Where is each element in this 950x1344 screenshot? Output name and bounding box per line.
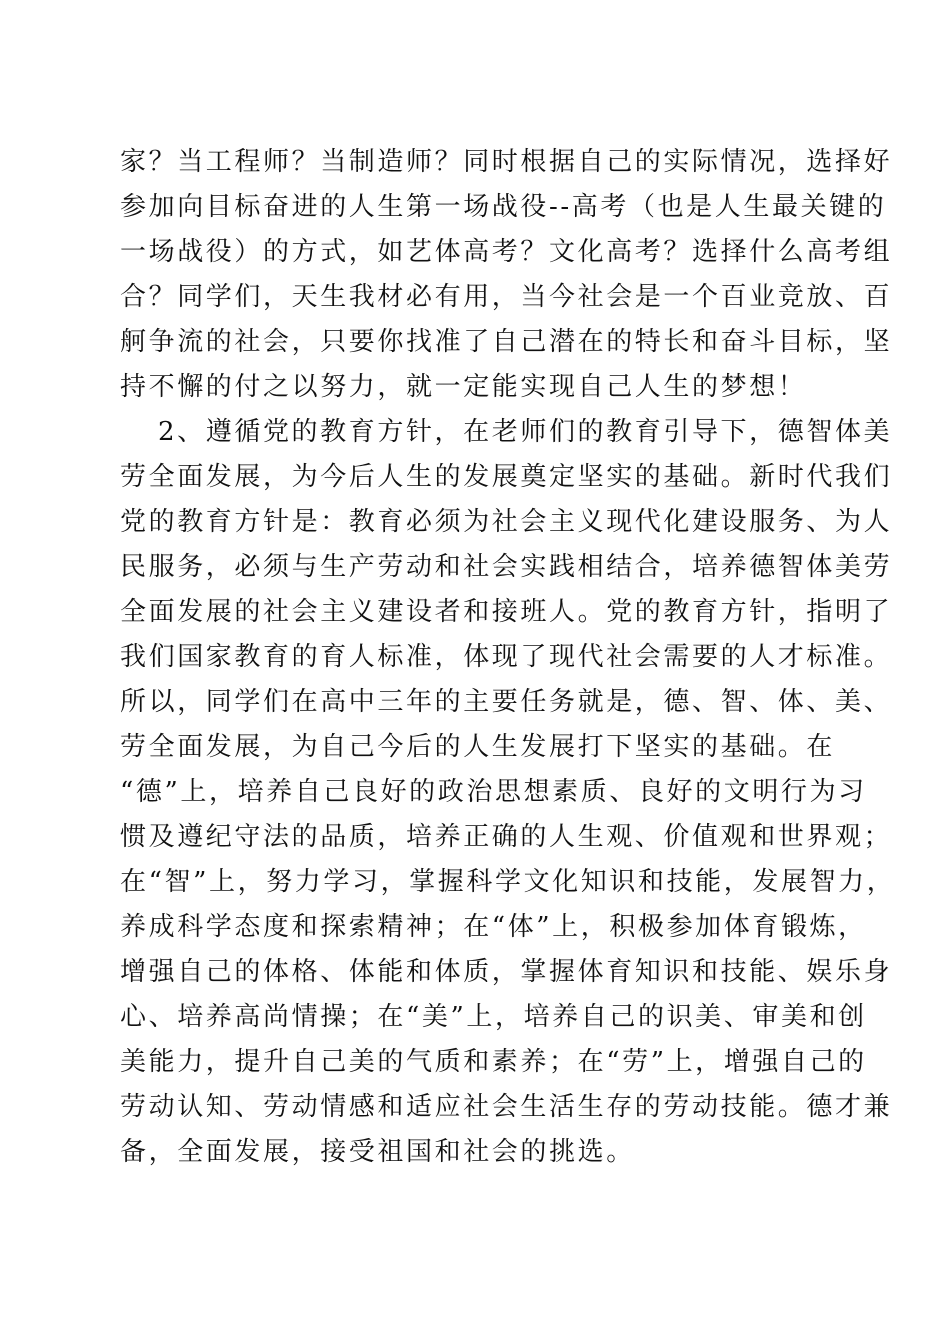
text-line: 在“智”上，努力学习，掌握科学文化知识和技能，发展智力，	[120, 867, 896, 897]
text-line: 劳全面发展，为自己今后的人生发展打下坚实的基础。在	[120, 732, 836, 762]
text-line: 美能力，提升自己美的气质和素养；在“劳”上，增强自己的	[120, 1047, 867, 1077]
text-line: 一场战役）的方式，如艺体高考？文化高考？选择什么高考组	[120, 237, 893, 267]
text-line: 参加向目标奋进的人生第一场战役--高考（也是人生最关键的	[120, 192, 887, 222]
text-line: 党的教育方针是：教育必须为社会主义现代化建设服务、为人	[120, 507, 893, 537]
body-text	[120, 140, 896, 1175]
text-line: 备，全面发展，接受祖国和社会的挑选。	[120, 1137, 635, 1167]
paragraph-1	[120, 140, 893, 410]
text-line: 2、遵循党的教育方针，在老师们的教育引导下，德智体美	[158, 417, 893, 447]
text-line: 惯及遵纪守法的品质，培养正确的人生观、价值观和世界观；	[120, 822, 893, 852]
paragraph-2	[120, 410, 896, 1175]
text-line: 家？当工程师？当制造师？同时根据自己的实际情况，选择好	[120, 147, 893, 177]
text-line: 我们国家教育的育人标准，体现了现代社会需要的人才标准。	[120, 642, 893, 672]
text-line: 所以，同学们在高中三年的主要任务就是，德、智、体、美、	[120, 687, 893, 717]
text-line: 合？同学们，天生我材必有用，当今社会是一个百业竞放、百	[120, 282, 893, 312]
text-line: 心、培养高尚情操；在“美”上，培养自己的识美、审美和创	[120, 1002, 867, 1032]
text-line: 民服务，必须与生产劳动和社会实践相结合，培养德智体美劳	[120, 552, 893, 582]
text-line: 舸争流的社会，只要你找准了自己潜在的特长和奋斗目标，坚	[120, 327, 893, 357]
text-line: 劳动认知、劳动情感和适应社会生活生存的劳动技能。德才兼	[120, 1092, 893, 1122]
text-line: 持不懈的付之以努力，就一定能实现自己人生的梦想！	[120, 372, 807, 402]
text-line: 增强自己的体格、体能和体质，掌握体育知识和技能、娱乐身	[120, 957, 893, 987]
text-line: 劳全面发展，为今后人生的发展奠定坚实的基础。新时代我们	[120, 462, 893, 492]
text-line: “德”上，培养自己良好的政治思想素质、良好的文明行为习	[120, 777, 867, 807]
text-line: 全面发展的社会主义建设者和接班人。党的教育方针，指明了	[120, 597, 893, 627]
text-line: 养成科学态度和探索精神；在“体”上，积极参加体育锻炼，	[120, 912, 867, 942]
